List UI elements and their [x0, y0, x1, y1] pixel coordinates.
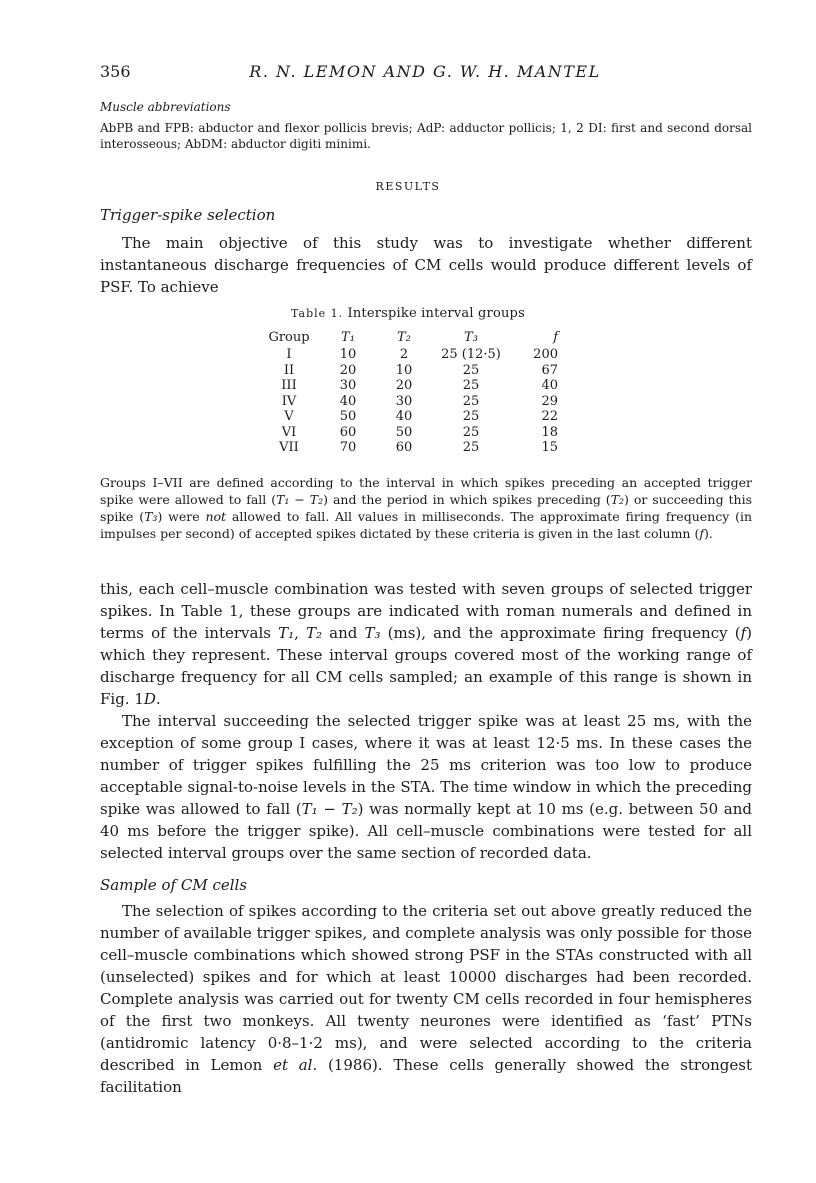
paragraph-interval-text	[100, 710, 752, 864]
cell-group: VII	[279, 440, 299, 455]
note-text: ) or succeeding this spike (	[100, 492, 753, 524]
running-head-authors: R. N. LEMON AND G. W. H. MANTEL	[249, 62, 601, 81]
para-text: (ms), and the approximate firing frequency (	[380, 624, 741, 642]
cell-t3: 25	[462, 424, 480, 440]
cell-group: III	[281, 378, 297, 393]
math-t2: T₂	[306, 624, 323, 642]
para-text: ,	[294, 624, 306, 642]
sample-of-cm-cells-heading: Sample of CM cells	[100, 876, 248, 894]
para-text: (1986). These cells generally showed the strongest facilitation	[100, 1056, 752, 1096]
results-heading: RESULTS	[375, 180, 441, 193]
cell-t1: 60	[339, 424, 357, 440]
cell-t3: 25 (12·5)	[441, 347, 501, 362]
interval-groups-table	[258, 327, 558, 456]
cell-t1: 40	[339, 393, 357, 409]
paragraph-interval	[100, 710, 752, 864]
cell-f: 22	[541, 409, 558, 424]
cell-group: IV	[281, 393, 297, 409]
table-footnote	[100, 474, 752, 542]
para-text: this, each cell–muscle combination was tested with seven groups of selected trigger spikes. In Table 1, these groups are indicated with roman numerals and defined in terms of the intervals	[100, 580, 752, 642]
cell-t2: 50	[395, 424, 413, 440]
cell-t1: 20	[339, 362, 357, 378]
note-f: f	[699, 526, 704, 541]
table-caption-text: Interspike interval groups	[347, 306, 525, 321]
cell-f: 200	[533, 347, 558, 362]
column-header-group: Group	[268, 329, 310, 345]
cell-f: 29	[541, 393, 558, 409]
para-text: The selection of spikes according to the criteria set out above greatly reduced the number of available trigger spikes, and complete analysis was only possible for those cell–muscle combinations which showed strong PSF in the STAs constructed with all (unselected) spikes and for which at least 10000 discharges had been recorded. Complete analysis was carried out for twenty CM cells recorded in four hemispheres of the first two monkeys. All twenty neurones were identified as ‘fast’ PTNs (antidromic latency 0·8–1·2 ms), and were selected according to the criteria described in Lemon	[100, 902, 752, 1074]
math-t3: T₃	[364, 624, 381, 642]
trigger-spike-selection-heading: Trigger-spike selection	[100, 206, 276, 224]
cell-t2: 20	[395, 378, 413, 393]
table-1	[258, 306, 558, 456]
paragraph-objective	[100, 232, 752, 298]
cell-group: II	[283, 362, 295, 378]
cell-t3: 25	[462, 378, 480, 393]
column-header-t1: T₁	[341, 329, 355, 345]
paragraph-sample-text	[100, 900, 752, 1098]
table-row	[258, 378, 558, 394]
note-emphasis-not: not	[205, 509, 227, 524]
note-text: −	[289, 492, 310, 507]
table-row	[258, 425, 558, 441]
note-text: allowed to fall. All values in milliseconds. The approximate firing frequency (in impulses per second) of accepted spikes dictated by these criteria is given in the last column (	[100, 509, 752, 541]
cell-group: V	[284, 409, 294, 424]
cell-t3: 25	[462, 362, 480, 378]
cell-t2: 40	[395, 409, 413, 424]
cell-t1: 70	[339, 440, 357, 455]
table-row	[258, 363, 558, 379]
paragraph-continuation	[100, 578, 752, 710]
cell-t3: 25	[462, 393, 480, 409]
note-text: ) were	[157, 509, 206, 524]
muscle-abbreviations-heading: Muscle abbreviations	[100, 100, 231, 114]
cell-f: 67	[541, 362, 558, 378]
table-row	[258, 347, 558, 363]
muscle-abbreviations-text: AbPB and FPB: abductor and flexor pollicis brevis; AdP: adductor pollicis; 1, 2 DI: first and second dorsal interosseous; AbDM: abductor digiti minimi.	[100, 121, 752, 151]
table-row	[258, 409, 558, 425]
note-text: ).	[703, 526, 713, 541]
paragraph-objective-text: The main objective of this study was to investigate whether different instantaneous discharge frequencies of CM cells would produce different levels of PSF. To achieve	[100, 234, 752, 296]
math-f: f	[740, 624, 747, 642]
table-caption	[258, 306, 558, 321]
column-header-t2: T₂	[397, 329, 411, 345]
cell-f: 15	[541, 440, 558, 455]
paragraph-continuation-text	[100, 578, 752, 710]
table-row	[258, 394, 558, 410]
column-header-f: f	[553, 329, 558, 345]
figure-panel-ref: D	[143, 690, 156, 708]
cell-t1: 30	[339, 378, 357, 393]
para-text: .	[155, 690, 161, 708]
math-t1: T₁	[301, 800, 318, 818]
citation-et-al: et al.	[273, 1056, 318, 1074]
cell-t3: 25	[462, 409, 480, 424]
column-header-t3: T₃	[464, 329, 478, 345]
cell-group: I	[286, 347, 292, 362]
math-t2: T₂	[341, 800, 358, 818]
note-t2: T₂	[610, 492, 625, 507]
cell-f: 18	[541, 424, 558, 440]
para-text: −	[317, 800, 342, 818]
cell-t1: 10	[339, 347, 357, 362]
cell-t2: 30	[395, 393, 413, 409]
cell-t2: 10	[395, 362, 413, 378]
note-t3: T₃	[144, 509, 158, 524]
note-text: ) and the period in which spikes preceding (	[323, 492, 611, 507]
table-row	[258, 440, 558, 456]
running-head	[100, 62, 750, 88]
note-t1: T₁	[276, 492, 290, 507]
cell-group: VI	[281, 424, 297, 440]
math-t1: T₁	[278, 624, 295, 642]
note-text: Groups I–VII are defined according to the interval in which spikes preceding an accepted trigger spike were allowed to fall (	[100, 475, 752, 507]
cell-t1: 50	[339, 409, 357, 424]
cell-t2: 60	[395, 440, 413, 455]
para-text: and	[322, 624, 365, 642]
cell-t2: 2	[399, 347, 409, 362]
cell-t3: 25	[462, 440, 480, 455]
table-caption-label: Table 1.	[291, 307, 344, 320]
para-text: ) was normally kept at 10 ms (e.g. between 50 and 40 ms before the trigger spike). All cell–muscle combinations were tested for all selected interval groups over the same section of recorded data.	[100, 800, 753, 862]
cell-f: 40	[541, 378, 558, 393]
page-number: 356	[100, 62, 131, 81]
para-text: ) which they represent. These interval groups covered most of the working range of discharge frequency for all CM cells sampled; an example of this range is shown in Fig. 1	[100, 624, 752, 708]
paragraph-sample	[100, 900, 752, 1098]
para-text: The interval succeeding the selected trigger spike was at least 25 ms, with the exception of some group I cases, where it was at least 12·5 ms. In these cases the number of trigger spikes fulfilling the 25 ms criterion was too low to produce acceptable signal-to-noise levels in the STA. The time window in which the preceding spike was allowed to fall (	[100, 712, 752, 818]
note-t2: T₂	[309, 492, 324, 507]
table-header-row	[258, 327, 558, 347]
